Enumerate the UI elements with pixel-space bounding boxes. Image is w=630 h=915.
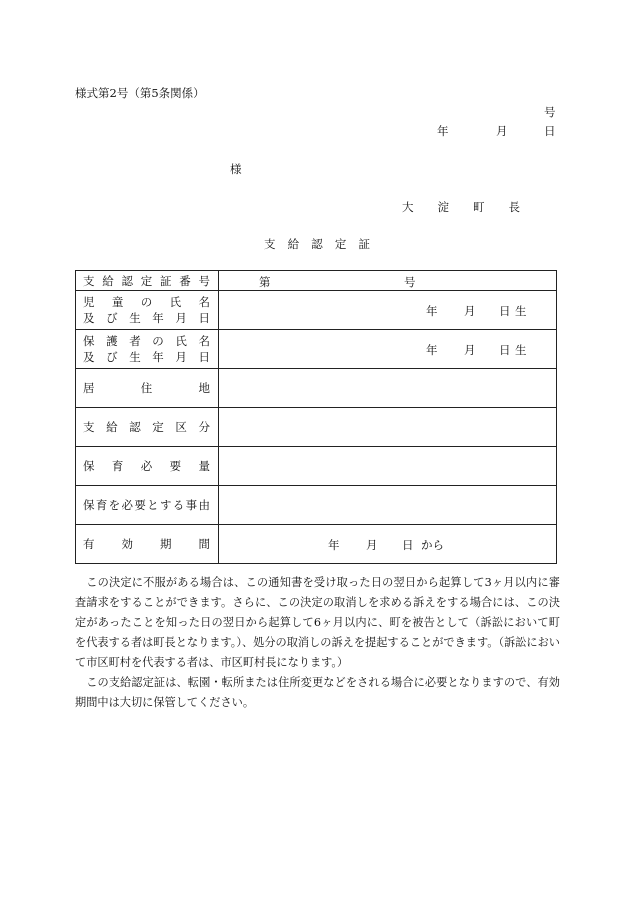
table-row-childcare-reason <box>76 486 557 525</box>
notice-text <box>75 573 560 713</box>
label-char: 地 <box>198 381 210 395</box>
label-char: と <box>147 498 159 512</box>
label-char: 保 <box>83 334 95 348</box>
row-label <box>76 447 219 486</box>
label-line <box>83 333 210 349</box>
label-char: 日 <box>198 350 210 364</box>
label-char: 認 <box>121 273 133 288</box>
issuer-char: 町 <box>473 200 485 214</box>
label-char: 有 <box>83 537 95 551</box>
number-suffix: 号 <box>544 105 556 119</box>
table-row-certification-category <box>76 408 557 447</box>
valid-period-field[interactable] <box>219 525 557 564</box>
label-char: 給 <box>102 273 114 288</box>
birth-year-label: 年 <box>426 304 438 318</box>
title-char: 証 <box>358 237 370 251</box>
label-char: 支 <box>83 273 95 288</box>
birth-day-label: 日 <box>499 343 511 357</box>
label-line <box>83 380 210 396</box>
label-char: 要 <box>134 498 146 512</box>
label-char: 育 <box>111 459 124 473</box>
label-char: 区 <box>175 420 187 434</box>
notice-paragraph-appeal: この決定に不服がある場合は、この通知書を受け取った日の翌日から起算して3ヶ月以内に審査請求をすることができます。さらに、この決定の取消しを求める訴えをする場合には、この決定があったことを知った日の翌日から起算して6ヶ月以内に、町を被告として（訴訟において町を代表する者は町長となります。）、処分の取消しの訴えを提起することができます。（訴訟において市区町村を代表する者は、市区町村長になります。） <box>75 576 560 669</box>
label-char: 間 <box>198 537 210 551</box>
label-char: 認 <box>129 420 141 434</box>
table-row-childcare-amount <box>76 447 557 486</box>
label-char: 号 <box>198 273 210 288</box>
label-char: 分 <box>198 420 210 434</box>
label-char: 名 <box>198 334 210 348</box>
document-title <box>264 236 370 252</box>
label-line <box>83 294 210 310</box>
label-char: び <box>106 311 118 325</box>
number-prefix: 第 <box>259 275 271 289</box>
row-label <box>76 330 219 369</box>
label-char: 生 <box>129 311 141 325</box>
period-from-label: から <box>421 538 444 552</box>
title-char: 認 <box>311 237 323 251</box>
birth-suffix-label: 生 <box>515 304 527 318</box>
issuer-char: 大 <box>402 200 414 214</box>
label-char: 由 <box>198 498 210 512</box>
label-char: 月 <box>175 311 187 325</box>
label-char: 童 <box>111 295 124 309</box>
label-char: 証 <box>160 273 172 288</box>
issuer-name <box>402 199 520 215</box>
label-char: 護 <box>106 334 118 348</box>
form-number: 様式第2号（第5条関係） <box>75 86 205 100</box>
row-label <box>76 486 219 525</box>
label-char: 保 <box>83 459 95 473</box>
label-char: 定 <box>152 420 164 434</box>
birth-suffix-label: 生 <box>515 343 527 357</box>
label-char: 必 <box>121 498 133 512</box>
label-line <box>83 419 210 435</box>
label-line <box>83 536 210 552</box>
label-line <box>83 458 210 474</box>
label-char: 要 <box>169 459 182 473</box>
label-line <box>83 310 210 326</box>
label-char: び <box>106 350 118 364</box>
address-field[interactable] <box>219 369 557 408</box>
birth-day-label: 日 <box>499 304 511 318</box>
certificate-number-field[interactable] <box>219 271 557 291</box>
label-char: 効 <box>121 537 133 551</box>
table-row-child-name <box>76 291 557 330</box>
issuer-char: 淀 <box>437 200 449 214</box>
label-char: 支 <box>83 420 95 434</box>
label-char: 年 <box>152 311 164 325</box>
table-row-certificate-number <box>76 271 557 291</box>
period-year-label: 年 <box>328 538 340 552</box>
certification-category-field[interactable] <box>219 408 557 447</box>
label-char: 育 <box>95 498 108 512</box>
label-char: 給 <box>106 420 118 434</box>
table-row-valid-period <box>76 525 557 564</box>
label-line <box>83 349 210 365</box>
certificate-table <box>75 270 557 564</box>
label-char: 児 <box>83 295 95 309</box>
childcare-reason-field[interactable] <box>219 486 557 525</box>
label-char: の <box>140 295 153 309</box>
label-char: 必 <box>140 459 153 473</box>
row-label <box>76 291 219 330</box>
label-char: を <box>108 498 121 512</box>
label-char: 氏 <box>175 334 187 348</box>
row-label <box>76 408 219 447</box>
birth-year-label: 年 <box>426 343 438 357</box>
label-char: 保 <box>83 498 95 512</box>
row-label <box>76 369 219 408</box>
date-year-label: 年 <box>437 124 449 138</box>
childcare-amount-field[interactable] <box>219 447 557 486</box>
label-line <box>83 497 210 513</box>
notice-paragraph-storage: この支給認定証は、転園・転所または住所変更などをされる場合に必要となりますので、有効期間中は大切に保管してください。 <box>75 676 560 709</box>
label-char: 名 <box>198 295 210 309</box>
child-name-field[interactable] <box>219 291 557 330</box>
label-char: 氏 <box>169 295 182 309</box>
date-day-label: 日 <box>544 124 556 138</box>
addressee-suffix: 様 <box>230 162 242 176</box>
label-char: 定 <box>140 273 153 288</box>
label-char: る <box>172 498 185 512</box>
birth-month-label: 月 <box>464 343 476 357</box>
label-char: 日 <box>198 311 210 325</box>
label-char: 住 <box>140 381 153 395</box>
label-line <box>83 273 210 289</box>
label-char: 者 <box>129 334 141 348</box>
label-char: 及 <box>83 350 95 364</box>
label-char: の <box>152 334 164 348</box>
label-char: 生 <box>129 350 141 364</box>
label-char: す <box>159 498 172 512</box>
label-char: 量 <box>198 459 210 473</box>
row-label <box>76 271 219 291</box>
title-char: 定 <box>334 237 347 251</box>
guardian-name-field[interactable] <box>219 330 557 369</box>
label-char: 及 <box>83 311 95 325</box>
title-char: 給 <box>287 237 300 251</box>
label-char: 年 <box>152 350 164 364</box>
label-char: 事 <box>185 498 198 512</box>
date-month-label: 月 <box>496 124 508 138</box>
label-char: 居 <box>83 381 95 395</box>
period-day-label: 日 <box>402 538 414 552</box>
row-label <box>76 525 219 564</box>
birth-month-label: 月 <box>464 304 476 318</box>
label-char: 期 <box>160 537 172 551</box>
number-suffix-cell: 号 <box>404 275 416 289</box>
issuer-char: 長 <box>508 200 520 214</box>
label-char: 月 <box>175 350 187 364</box>
period-month-label: 月 <box>366 538 378 552</box>
label-char: 番 <box>179 273 191 288</box>
table-row-address <box>76 369 557 408</box>
title-char: 支 <box>264 237 276 251</box>
table-row-guardian-name <box>76 330 557 369</box>
